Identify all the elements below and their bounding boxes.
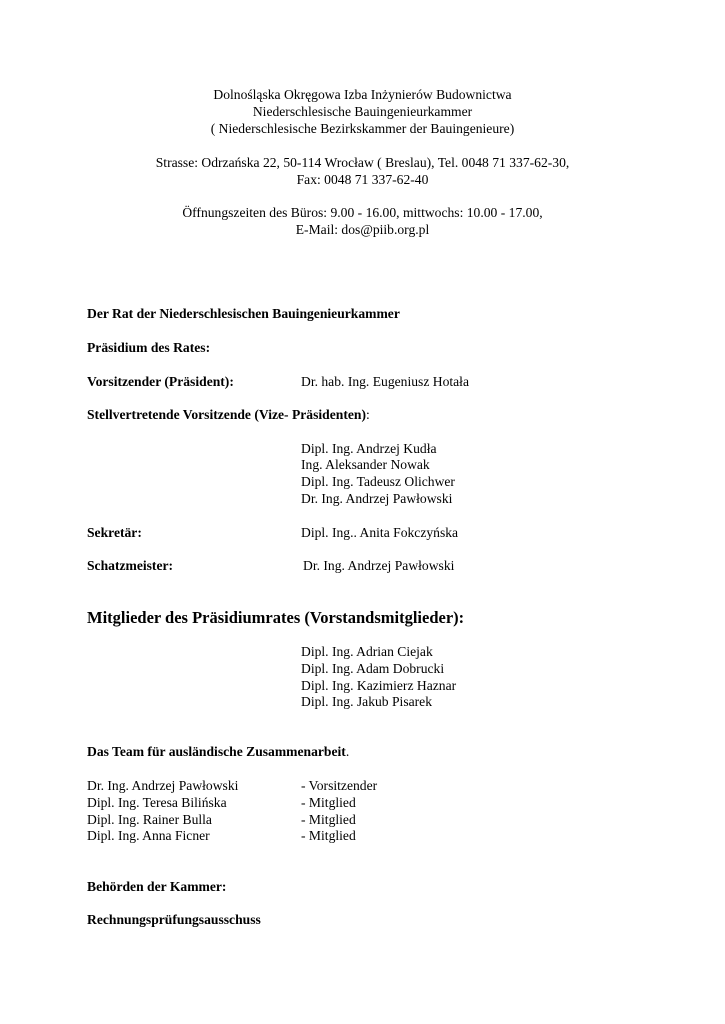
opening-hours: Öffnungszeiten des Büros: 9.00 - 16.00, mittwochs: 10.00 - 17.00, xyxy=(182,205,543,220)
board-member: Dipl. Ing. Jakub Pisarek xyxy=(301,694,433,709)
treasurer-label: Schatzmeister: xyxy=(87,558,174,573)
team-member-role: - Mitglied xyxy=(301,795,356,810)
org-name-polish: Dolnośląska Okręgowa Izba Inżynierów Budownictwa xyxy=(213,87,512,102)
council-title: Der Rat der Niederschlesischen Bauingenieurkammer xyxy=(87,306,400,321)
treasurer-name: Dr. Ing. Andrzej Pawłowski xyxy=(303,558,455,573)
vice-member: Dipl. Ing. Tadeusz Olichwer xyxy=(301,474,455,489)
team-member-role: - Mitglied xyxy=(301,828,356,843)
vice-member: Dr. Ing. Andrzej Pawłowski xyxy=(301,491,453,506)
vice-label: Stellvertretende Vorsitzende (Vize- Präsidenten) xyxy=(87,407,366,422)
team-member-role: - Mitglied xyxy=(301,812,356,827)
chair-name: Dr. hab. Ing. Eugeniusz Hotała xyxy=(301,374,469,389)
team-member-name: Dipl. Ing. Rainer Bulla xyxy=(87,812,212,827)
team-member-name: Dipl. Ing. Anna Ficner xyxy=(87,828,210,843)
team-heading xyxy=(87,743,349,760)
chair-label: Vorsitzender (Präsident): xyxy=(87,374,234,389)
team-member-name: Dipl. Ing. Teresa Bilińska xyxy=(87,795,227,810)
board-member: Dipl. Ing. Adam Dobrucki xyxy=(301,661,445,676)
authorities-heading: Behörden der Kammer: xyxy=(87,879,227,894)
address-line: Strasse: Odrzańska 22, 50-114 Wrocław ( Breslau), Tel. 0048 71 337-62-30, xyxy=(155,155,570,170)
org-name-german: Niederschlesische Bauingenieurkammer xyxy=(252,104,473,119)
vice-member: Dipl. Ing. Andrzej Kudła xyxy=(301,441,437,456)
team-member-name: Dr. Ing. Andrzej Pawłowski xyxy=(87,778,239,793)
team-heading-period: . xyxy=(345,744,350,759)
board-member: Dipl. Ing. Kazimierz Haznar xyxy=(301,678,457,693)
org-name-german-alt: ( Niederschlesische Bezirkskammer der Bauingenieure) xyxy=(210,121,515,136)
email-line: E-Mail: dos@piib.org.pl xyxy=(295,222,430,237)
presidium-heading: Präsidium des Rates: xyxy=(87,340,211,355)
secretary-label: Sekretär: xyxy=(87,525,142,540)
team-member-role: - Vorsitzender xyxy=(301,778,378,793)
team-heading-text: Das Team für ausländische Zusammenarbeit xyxy=(87,744,346,759)
fax-line: Fax: 0048 71 337-62-40 xyxy=(296,172,429,187)
vice-member: Ing. Aleksander Nowak xyxy=(301,457,430,472)
secretary-name: Dipl. Ing.. Anita Fokczyńska xyxy=(301,525,459,540)
board-heading: Mitglieder des Präsidiumrates (Vorstandsmitglieder): xyxy=(87,608,465,627)
vice-heading xyxy=(87,406,370,423)
vice-colon: : xyxy=(365,407,370,422)
audit-committee-heading: Rechnungsprüfungsausschuss xyxy=(87,912,261,927)
board-member: Dipl. Ing. Adrian Ciejak xyxy=(301,644,433,659)
